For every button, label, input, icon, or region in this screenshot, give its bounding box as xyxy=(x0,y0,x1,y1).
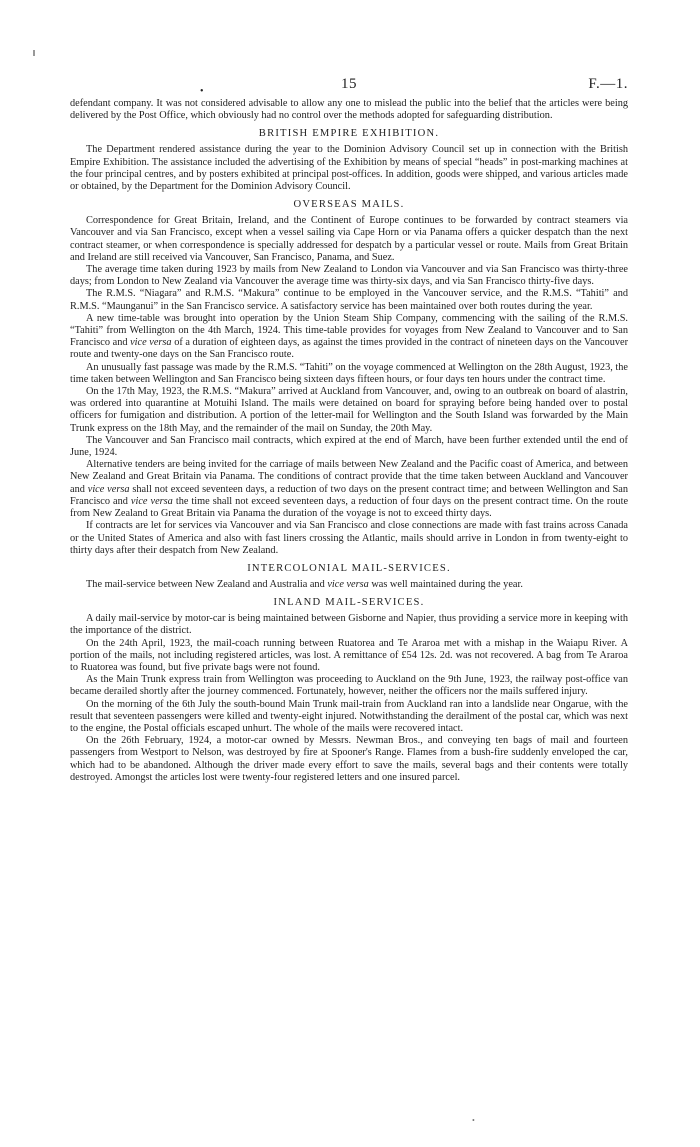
overseas-paragraph-8 xyxy=(70,459,628,520)
overseas-paragraph-9: If contracts are let for services via Vancouver and via San Francisco and close connections are made with fast trains across Canada or the United States of America and also with fast liners crossing the Atlantic, mails should arrive in London in from twenty-eight to thirty days after their despatch from New Zealand. xyxy=(70,520,628,556)
section-heading-overseas: OVERSEAS MAILS. xyxy=(293,199,405,211)
overseas-paragraph-6: On the 17th May, 1923, the R.M.S. “Makura” arrived at Auckland from Vancouver, and, owing to an outbreak on board of alastrin, was ordered into quarantine at Motuihi Island. The mails were detained on board for spraying before being handed over to postal officers for fumigation and distribution. A portion of the letter-mail for Wellington and the South Island was forwarded by the Main Trunk express on the 18th May, and the remainder of the mail on Sunday, the 20th May. xyxy=(70,386,628,434)
header-dot: • xyxy=(200,86,204,97)
inland-paragraph-3: As the Main Trunk express train from Wellington was proceeding to Auckland on the 9th June, 1923, the railway post-office van became derailed shortly after the journey commenced. Fortunately, however, neither the officers nor the mails suffered injury. xyxy=(70,674,628,698)
overseas-paragraph-7: The Vancouver and San Francisco mail contracts, which expired at the end of March, have been further extended until the end of June, 1924. xyxy=(70,434,628,459)
vice-versa-italic: vice versa xyxy=(327,578,369,590)
intercolonial-part-b: was well maintained during the year. xyxy=(371,578,523,590)
overseas-paragraph-4 xyxy=(70,313,628,362)
overseas-p8-part-b: shall not exceed seventeen days, a reduction of two days on the present contract time; and between Wellington and San Francisco and xyxy=(70,483,629,507)
section-heading-exhibition: BRITISH EMPIRE EXHIBITION. xyxy=(258,128,440,140)
inland-paragraph-2: On the 24th April, 1923, the mail-coach running between Ruatorea and Te Araroa met with a mishap in the Waiapu River. A portion of the mails, not including registered articles, was lost. A remittance of £54 12s. 2d. was not recovered. A bag from Te Araroa to Ruatorea was found, but five private bags were not found. xyxy=(70,637,628,673)
overseas-paragraph-5: An unusually fast passage was made by the R.M.S. “Tahiti” on the voyage commenced at Wellington on the 28th August, 1923, the time taken between Wellington and San Francisco being sixteen days fifteen hours, or four days ten hours under the contract time. xyxy=(70,361,628,385)
vice-versa-italic: vice versa xyxy=(87,483,130,495)
overseas-p4-part-a: A new time-table was brought into operation by the Union Steam Ship Company, commencing with the sailing of the R.M.S. “Tahiti” from Wellington on the 4th March, 1924. This time-table provides for voyages from New Zealand to Vancouver and to San Francisco and xyxy=(70,312,628,349)
footer-dot: • xyxy=(472,1116,475,1125)
inland-paragraph-5: On the 26th February, 1924, a motor-car owned by Messrs. Newman Bros., and conveying ten bags of mail and fourteen passengers from Westport to Nelson, was destroyed by fire at Spooner's Range. Flames from a bush-fire suddenly enveloped the car, which had to be abandoned. Although the driver made every effort to save the mails, several bags and their contents were totally destroyed. Amongst the articles lost were twenty-four registered letters and one insured parcel. xyxy=(70,735,628,783)
margin-tick xyxy=(33,50,35,56)
exhibition-paragraph: The Department rendered assistance during the year to the Dominion Advisory Council set up in connection with the British Empire Exhibition. The assistance included the advertising of the Exhibition by means of special “heads” in post-marking machines at the four principal centres, and by posters exhibited at principal post-offices. In addition, goods were shipped, and various articles made or obtained, by the Department for the Dominion Advisory Council. xyxy=(70,144,628,193)
intro-paragraph: defendant company. It was not considered advisable to allow any one to mislead the public into the belief that the articles were being delivered by the Post Office, which obviously had no control over the methods adopted for safeguarding distribution. xyxy=(70,98,628,122)
vice-versa-italic: vice versa xyxy=(130,495,173,507)
inland-paragraph-1: A daily mail-service by motor-car is being maintained between Gisborne and Napier, thus providing a service more in keeping with the importance of the district. xyxy=(70,613,628,637)
running-head xyxy=(70,72,628,98)
overseas-p8-part-c: the time shall not exceed seventeen days, a reduction of four days on the present contract time. On the route from New Zealand to Great Britain via Panama the duration of the voyage is not to exceed thirty days. xyxy=(70,495,629,520)
page-number: 15 xyxy=(341,76,357,92)
document-page xyxy=(70,72,628,784)
inland-paragraph-4: On the morning of the 6th July the south-bound Main Trunk mail-train from Auckland ran into a landslide near Ongarue, with the result that seventeen passengers were killed and twenty-eight injured. Notwithstanding the derailment of the postal car, which was next to the engine, the Postal officials escaped unhurt. The whole of the mails were recovered intact. xyxy=(70,698,628,734)
section-heading-intercolonial: INTERCOLONIAL MAIL-SERVICES. xyxy=(247,562,451,574)
overseas-p8-part-a: Alternative tenders are being invited for the carriage of mails between New Zealand and the Pacific coast of America, and between New Zealand and Great Britain via Panama. The conditions of contract provide that the time taken between Auckland and Vancouver and xyxy=(70,459,628,495)
intercolonial-paragraph xyxy=(70,579,628,591)
overseas-paragraph-1: Correspondence for Great Britain, Ireland, and the Continent of Europe continues to be forwarded by contract steamers via Vancouver and via San Francisco, except when a vessel sailing via Cape Horn or via Panama offers a quicker despatch than the next contract steamer, or when correspondence is specially addressed for despatch by a particular vessel or route. Mails from Great Britain and Ireland are still received via Vancouver, San Francisco, Panama, and Suez. xyxy=(70,215,628,263)
overseas-p4-part-b: of a duration of eighteen days, as against the times provided in the contract of nineteen days on the Vancouver route and twenty-one days on the San Francisco route. xyxy=(70,337,628,361)
intercolonial-part-a: The mail-service between New Zealand and Australia and xyxy=(86,578,325,590)
overseas-paragraph-2: The average time taken during 1923 by mails from New Zealand to London via Vancouver and via San Francisco was thirty-three days; from London to New Zealand via Vancouver the average time was thirty-six days, and via San Francisco thirty-five days. xyxy=(70,264,628,288)
vice-versa-italic: vice versa xyxy=(130,337,172,349)
overseas-paragraph-3: The R.M.S. “Niagara” and R.M.S. “Makura” continue to be employed in the Vancouver service, and the R.M.S. “Tahiti” and R.M.S. “Maunganui” in the San Francisco service. A satisfactory service has been maintained over both routes during the year. xyxy=(70,288,628,312)
document-reference: F.—1. xyxy=(588,76,628,92)
section-heading-inland: INLAND MAIL-SERVICES. xyxy=(273,597,425,609)
